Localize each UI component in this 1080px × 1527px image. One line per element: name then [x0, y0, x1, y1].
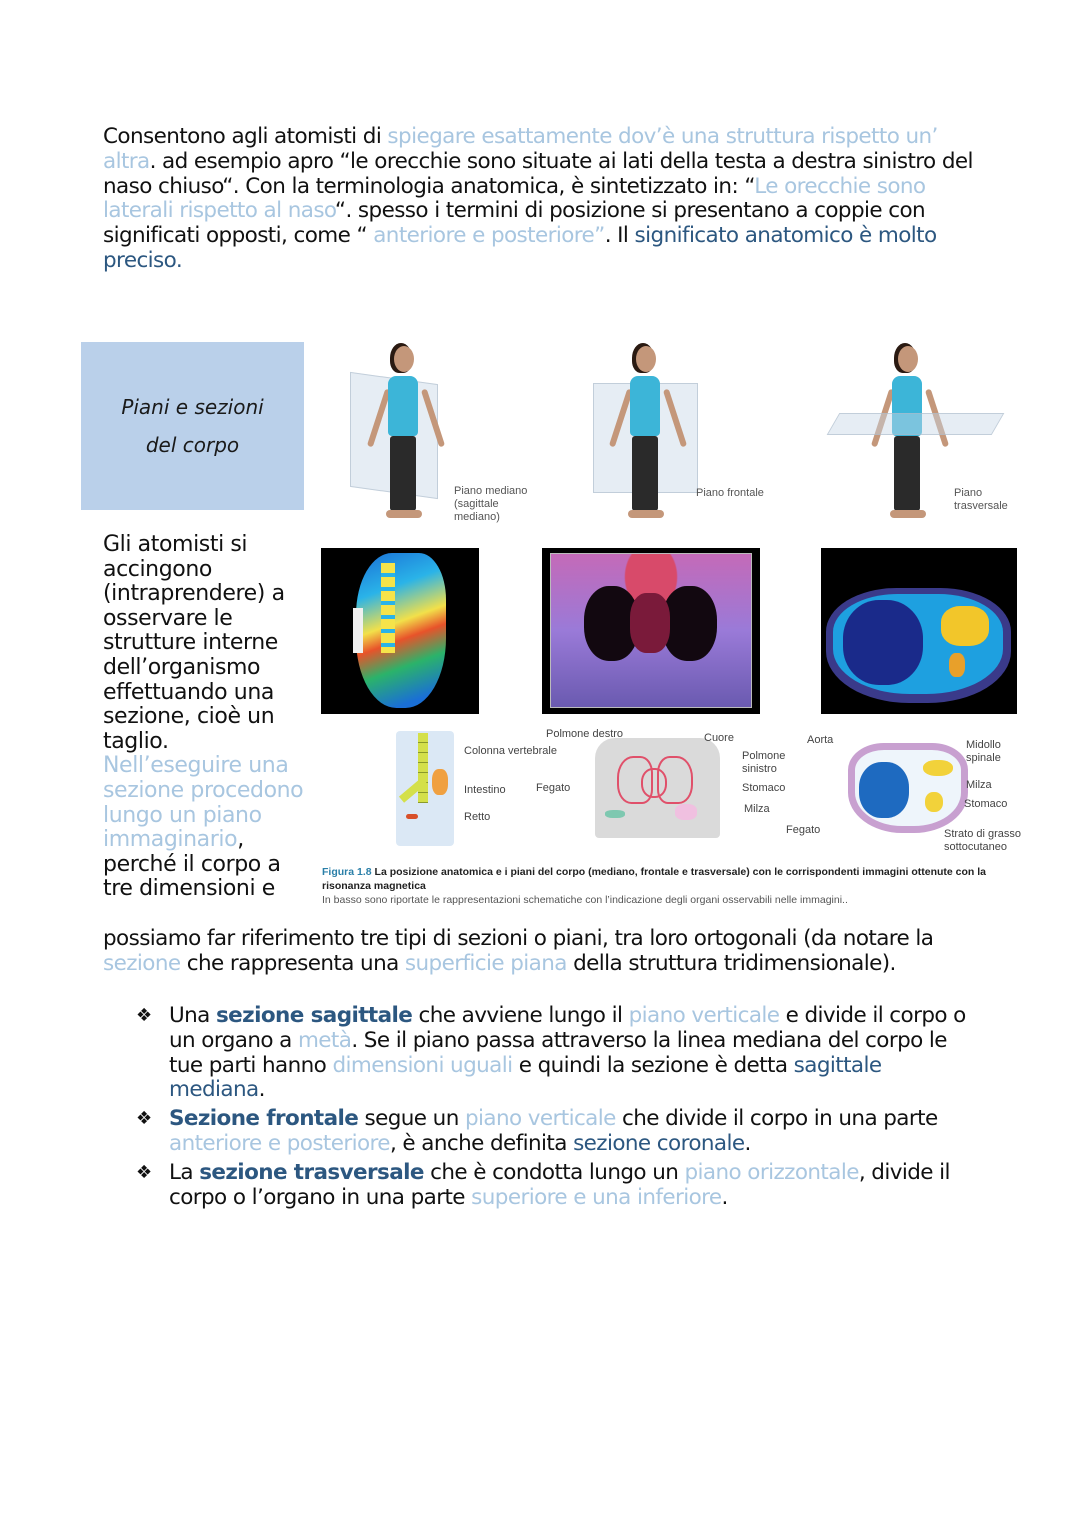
- schematic-sagittal: [396, 731, 454, 846]
- person-legs: [632, 436, 658, 511]
- intro-paragraph: [103, 125, 983, 274]
- body-text: .: [258, 1077, 265, 1103]
- continuation-paragraph: [103, 927, 983, 977]
- person-head: [636, 346, 656, 372]
- key-term: sezione trasversale: [199, 1159, 424, 1185]
- person-feet: [890, 510, 926, 518]
- schematic-label: Retto: [464, 811, 491, 823]
- person-legs: [390, 436, 416, 511]
- schematic-frontal: [595, 738, 720, 838]
- body-text: che rappresenta una: [180, 950, 405, 976]
- body-text: .: [744, 1130, 751, 1156]
- intro-text: . ad esempio apro “le orecchie sono situate ai lati della testa a destra sinistro del naso chiuso“. Con la terminologia anatomica, è sintetizzato in: “: [103, 148, 973, 199]
- schematic-label: Cuore: [704, 732, 734, 744]
- plane-label: Piano trasversale: [954, 487, 1008, 512]
- highlight-text: sezione: [103, 950, 181, 976]
- highlight-text: spiegare esattamente dov’è una struttura rispetto un’ altra: [103, 124, 938, 174]
- body-text: della struttura tridimensionale).: [566, 950, 896, 976]
- side-text: Gli atomisti si accingono (intraprendere) a osservare le strutture interne dell’organismo effettuando una sezione, cioè un taglio.: [103, 532, 285, 754]
- section-title-box: [81, 342, 304, 510]
- side-text: , perché il corpo a tre dimensioni e: [103, 827, 281, 902]
- schematic-label: Fegato: [786, 824, 821, 836]
- body-text: Una: [169, 1003, 216, 1028]
- intro-text: Consentono agli atomisti di: [103, 124, 388, 149]
- schematic-label: Polmone sinistro: [742, 750, 786, 775]
- key-term: sezione sagittale: [215, 1003, 413, 1028]
- schematic-label: Stomaco: [964, 798, 1008, 810]
- body-text: segue un: [358, 1106, 465, 1132]
- mri-transverse-image: [821, 548, 1017, 714]
- emphasis-text: significato anatomico è molto preciso.: [103, 223, 937, 273]
- body-text: possiamo far riferimento tre tipi di sezioni o piani, tra loro ortogonali (da notare la: [103, 926, 934, 951]
- list-item-sagittal: [136, 1004, 976, 1103]
- schematic-label: Milza: [744, 803, 770, 815]
- schematic-label: Intestino: [464, 784, 506, 796]
- plane-label: Piano mediano (sagittale mediano): [454, 485, 528, 523]
- highlight-text: superficie piana: [404, 950, 567, 976]
- schematic-label: Milza: [966, 779, 992, 791]
- section-title-line: del corpo: [145, 433, 240, 457]
- schematic-label: Stomaco: [742, 782, 786, 794]
- highlight-text: anteriore e posteriore: [169, 1130, 390, 1156]
- intro-text: . Il: [604, 223, 635, 249]
- person-head: [394, 346, 414, 372]
- highlight-text: piano verticale: [628, 1003, 780, 1028]
- body-text: e divide il corpo o un organo a: [169, 1003, 966, 1053]
- body-text: La: [169, 1159, 200, 1185]
- diamond-bullet-icon: ❖: [136, 1005, 152, 1026]
- diamond-bullet-icon: ❖: [136, 1108, 152, 1130]
- body-text: , divide il corpo o l’organo in una parte: [169, 1159, 950, 1210]
- figure-subtitle: In basso sono riportate le rappresentazioni schematiche con l’indicazione degli organi osservabili nelle immagini..: [322, 894, 848, 906]
- section-title-line: Piani e sezioni: [121, 395, 264, 419]
- schematic-label: Colonna vertebrale: [464, 745, 557, 757]
- intro-text: “. spesso i termini di posizione si presentano a coppie con significati opposti, come “: [103, 198, 926, 249]
- body-text: che divide il corpo in una parte: [615, 1106, 938, 1132]
- highlight-text: metà: [297, 1027, 352, 1053]
- emphasis-text: sezione coronale: [573, 1130, 745, 1156]
- body-text: e quindi la sezione è detta: [512, 1052, 794, 1078]
- highlight-text: piano orizzontale: [684, 1159, 859, 1185]
- person-feet: [386, 510, 422, 518]
- figure-number: Figura 1.8: [322, 866, 372, 878]
- figure-caption: [322, 865, 1022, 907]
- body-text: che è condotta lungo un: [423, 1159, 685, 1185]
- mri-frontal-image: [542, 548, 760, 714]
- highlight-text: Nell’eseguire una sezione procedono lungo un piano immaginario: [103, 753, 304, 853]
- person-feet: [628, 510, 664, 518]
- schematic-transverse: [848, 743, 968, 833]
- highlight-text: anteriore e posteriore”: [373, 223, 605, 249]
- side-paragraph: [103, 533, 313, 902]
- schematic-label: Strato di grasso sottocutaneo: [944, 828, 1022, 853]
- highlight-text: Le orecchie sono laterali rispetto al naso: [103, 173, 926, 224]
- body-text: che avviene lungo il: [412, 1003, 629, 1028]
- anatomy-figure: [318, 338, 1038, 913]
- highlight-text: piano verticale: [464, 1106, 616, 1132]
- person-top: [388, 376, 418, 436]
- mri-sagittal-image: [321, 548, 479, 714]
- highlight-text: superiore e una inferiore: [471, 1184, 722, 1210]
- plane-label: Piano frontale: [696, 487, 764, 499]
- body-text: , è anche definita: [389, 1130, 574, 1156]
- diamond-bullet-icon: ❖: [136, 1161, 152, 1183]
- person-top: [630, 376, 660, 436]
- schematic-label: Aorta: [807, 734, 834, 746]
- section-types-list: [136, 1004, 976, 1214]
- body-text: .: [721, 1184, 728, 1210]
- figure-frontal-plane: [588, 338, 818, 538]
- schematic-label: Midollo spinale: [966, 739, 1001, 764]
- person-head: [898, 346, 918, 372]
- key-term: Sezione frontale: [169, 1106, 359, 1132]
- figure-title: La posizione anatomica e i piani del corpo (mediano, frontale e trasversale) con le corrispondenti immagini ottenute con la risonanza magnetica: [322, 866, 986, 892]
- schematic-label: Polmone destro: [546, 728, 624, 740]
- schematic-label: Fegato: [536, 782, 571, 794]
- list-item-frontal: [136, 1107, 976, 1157]
- emphasis-text: sagittale mediana: [169, 1052, 882, 1103]
- body-text: . Se il piano passa attraverso la linea mediana del corpo le tue parti hanno: [169, 1027, 947, 1078]
- list-item-transverse: [136, 1161, 976, 1211]
- person-legs: [894, 436, 920, 511]
- transverse-plane-shape: [827, 413, 1005, 435]
- highlight-text: dimensioni uguali: [332, 1052, 513, 1078]
